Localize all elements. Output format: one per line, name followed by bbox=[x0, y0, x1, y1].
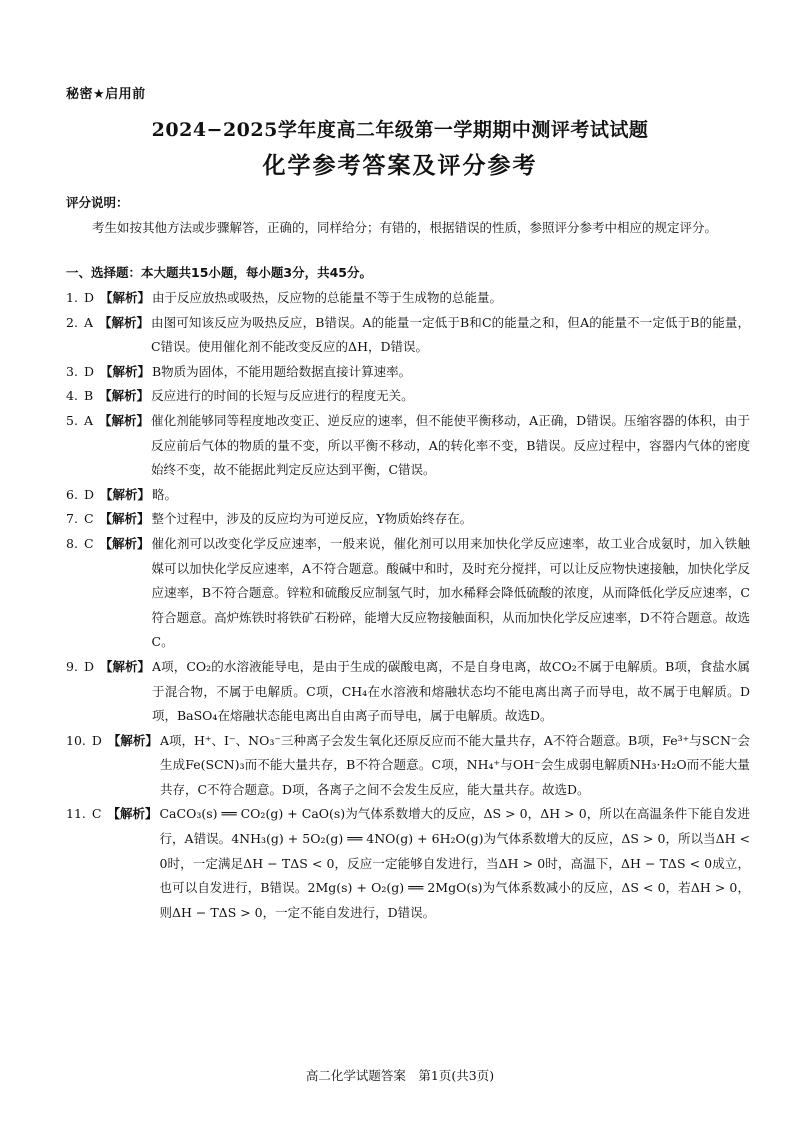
item-number: 10. bbox=[66, 732, 86, 748]
item-number: 11. bbox=[66, 806, 86, 822]
item-number: 8. bbox=[66, 535, 78, 551]
item-answer: D bbox=[83, 486, 94, 502]
answer-list bbox=[66, 286, 750, 925]
analysis-text: A项，H⁺、I⁻、NO₃⁻三种离子会发生氧化还原反应而不能大量共存，A不符合题意。B项，Fe³⁺与SCN⁻会生成Fe(SCN)₃而不能大量共存，B不符合题意。C项，NH₄⁺与OH⁻会生成弱电解质NH₃·H₂O而不能大量共存，C不符合题意。D项，各离子之间不会发生反应，能大量共存。故选D。 bbox=[159, 732, 750, 797]
exam-title: 2024−2025学年度高二年级第一学期期中测评考试试题 bbox=[151, 119, 649, 141]
item-number: 6. bbox=[66, 486, 78, 502]
analysis-text: 反应进行的时间的长短与反应进行的程度无关。 bbox=[151, 388, 414, 404]
analysis-tag: 【解析】 bbox=[99, 363, 150, 379]
analysis-text: 略。 bbox=[151, 486, 177, 502]
answer-item bbox=[66, 409, 750, 483]
confidential-label: 秘密★启用前 bbox=[66, 87, 146, 102]
item-number: 9. bbox=[66, 658, 78, 674]
item-answer: D bbox=[91, 732, 102, 748]
scoring-label: 评分说明： bbox=[66, 195, 129, 210]
item-answer: C bbox=[91, 806, 102, 822]
item-number: 2. bbox=[66, 314, 78, 330]
answer-item bbox=[66, 507, 750, 532]
analysis-tag: 【解析】 bbox=[107, 732, 158, 748]
item-number: 1. bbox=[66, 290, 78, 305]
item-answer: D bbox=[83, 658, 94, 674]
analysis-text: B物质为固体，不能用题给数据直接计算速率。 bbox=[151, 363, 412, 379]
item-answer: D bbox=[83, 290, 94, 305]
answer-item bbox=[66, 286, 750, 311]
analysis-text: 催化剂能够同等程度地改变正、逆反应的速率，但不能使平衡移动，A正确，D错误。压缩容器的体积，由于反应前后气体的物质的量不变，所以平衡不移动，A的转化率不变，B错误。反应过程中，容器内气体的密度始终不变，故不能据此判定反应达到平衡，C错误。 bbox=[150, 412, 750, 478]
item-answer: A bbox=[83, 314, 93, 330]
item-answer: A bbox=[83, 412, 93, 428]
analysis-tag: 【解析】 bbox=[99, 388, 150, 404]
item-number: 7. bbox=[66, 511, 78, 527]
analysis-text: 整个过程中，涉及的反应均为可逆反应，Y物质始终存在。 bbox=[151, 511, 473, 527]
item-answer: B bbox=[83, 388, 94, 404]
scoring-text: 考生如按其他方法或步骤解答，正确的，同样给分；有错的，根据错误的性质，参照评分参考中相应的规定评分。 bbox=[92, 220, 718, 235]
analysis-tag: 【解析】 bbox=[99, 511, 150, 527]
item-answer: D bbox=[83, 363, 94, 379]
answer-item bbox=[66, 483, 750, 508]
analysis-text: CaCO₃(s) ══ CO₂(g) + CaO(s)为气体系数增大的反应，ΔS > 0，ΔH > 0，所以在高温条件下能自发进行，A错误。4NH₃(g) + 5O₂(g) ══ 4NO(g) + 6H₂O(g)为气体系数增大的反应，ΔS > 0，所以当ΔH < 0时，一定满足ΔH − TΔS < 0，反应一定能够自发进行，当ΔH > 0时，高温下，ΔH − TΔS < 0成立，也可以自发进行，B错误。2Mg(s) + O₂(g) ══ 2MgO(s)为气体系数减小的反应，ΔS < 0，若ΔH > 0，则ΔH − TΔS > 0，一定不能自发进行，D错误。 bbox=[159, 806, 750, 920]
section-heading: 一、选择题：本大题共15小题，每小题3分，共45分。 bbox=[66, 265, 372, 280]
item-number: 5. bbox=[66, 412, 78, 428]
analysis-tag: 【解析】 bbox=[98, 314, 149, 330]
analysis-text: A项，CO₂的水溶液能导电，是由于生成的碳酸电离，不是自身电离，故CO₂不属于电解质。B项，食盐水属于混合物，不属于电解质。C项，CH₄在水溶液和熔融状态均不能电离出离子而导电，故不属于电解质。D项，BaSO₄在熔融状态能电离出自由离子而导电，属于电解质。故选D。 bbox=[151, 658, 750, 724]
answer-item bbox=[66, 384, 750, 409]
answer-item bbox=[66, 802, 750, 925]
analysis-tag: 【解析】 bbox=[98, 412, 149, 428]
answer-item bbox=[66, 311, 750, 360]
analysis-tag: 【解析】 bbox=[99, 290, 150, 305]
analysis-tag: 【解析】 bbox=[99, 535, 150, 551]
analysis-tag: 【解析】 bbox=[107, 806, 158, 822]
analysis-text: 由于反应放热或吸热，反应物的总能量不等于生成物的总能量。 bbox=[151, 290, 502, 305]
document-subtitle: 化学参考答案及评分参考 bbox=[262, 153, 538, 179]
page-footer: 高二化学试题答案 第1页(共3页) bbox=[305, 1068, 495, 1083]
item-number: 3. bbox=[66, 363, 78, 379]
analysis-text: 由图可知该反应为吸热反应，B错误。A的能量一定低于B和C的能量之和，但A的能量不一定低于B的能量，C错误。使用催化剂不能改变反应的ΔH，D错误。 bbox=[150, 314, 750, 355]
item-answer: C bbox=[83, 535, 94, 551]
analysis-text: 催化剂可以改变化学反应速率，一般来说，催化剂可以用来加快化学反应速率，故工业合成氨时，加入铁触媒可以加快化学反应速率，A不符合题意。酸碱中和时，及时充分搅拌，可以让反应物快速接触，加快化学反应速率，B不符合题意。锌粒和硫酸反应制氢气时，加水稀释会降低硫酸的浓度，从而降低化学反应速率，C符合题意。高炉炼铁时将铁矿石粉碎，能增大反应物接触面积，从而加快化学反应速率，D不符合题意。故选C。 bbox=[151, 535, 750, 650]
item-number: 4. bbox=[66, 388, 78, 404]
answer-item bbox=[66, 655, 750, 729]
answer-item bbox=[66, 729, 750, 803]
answer-item bbox=[66, 532, 750, 655]
item-answer: C bbox=[83, 511, 94, 527]
answer-item bbox=[66, 360, 750, 385]
analysis-tag: 【解析】 bbox=[99, 486, 150, 502]
analysis-tag: 【解析】 bbox=[99, 658, 150, 674]
